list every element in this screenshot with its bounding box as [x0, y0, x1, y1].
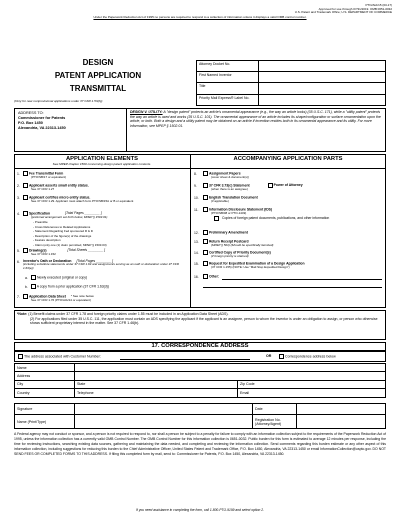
- spec-list-item: - Claim (only one (1) claim permitted, MPEP § 1503.03): [33, 242, 107, 247]
- ids-item: [203, 207, 272, 216]
- small-entity-item: [23, 183, 89, 192]
- state-label: State: [75, 380, 238, 388]
- item-sub: See 37 CFR 1.29. Applicant must attach form PTO/SB/15A or B or equivalent: [31, 199, 134, 203]
- paperwork-notice: Under the Paperwork Reduction Act of 1995 no persons are required to respond to a collection of information unless it displays a valid OMB control number.: [93, 14, 307, 19]
- item-label: Applicant asserts small entity status.: [28, 183, 89, 188]
- oath-a-label: Newly executed (original or copy): [36, 275, 88, 280]
- item-number: 11.: [194, 208, 199, 212]
- fee-transmittal-checkbox[interactable]: [23, 171, 28, 176]
- item-sub: (cover sheet & document(s)): [211, 175, 249, 179]
- correspondence-table: [14, 363, 386, 398]
- item-sub: See 37 CFR 1.76 (PTO/AIA/14 or equivalent): [31, 298, 91, 302]
- address-input[interactable]: [75, 372, 386, 380]
- oath-copy-checkbox[interactable]: [31, 284, 36, 289]
- item-label: Specification: [28, 211, 51, 216]
- address-line2: P.O. Box 1450: [18, 121, 43, 125]
- expedited-item: [203, 261, 385, 270]
- date-label: Date: [253, 404, 297, 415]
- city-label: City: [15, 380, 75, 388]
- item-sub: (when there is an assignee): [211, 187, 248, 191]
- title-line3: TRANSMITTAL: [69, 84, 127, 93]
- spec-arrangement-list: [33, 220, 107, 247]
- spec-list-item: - Description of the figure(s) of the drawings: [33, 233, 92, 238]
- field-label: Priority Mail Express® Label No.: [197, 94, 259, 105]
- item-label: Preliminary Amendment: [208, 230, 248, 235]
- omb-approval: Approved for use through 07/31/2019. OMB 0651-0032: [318, 6, 392, 11]
- item-label: Application Data Sheet: [28, 294, 66, 299]
- ids-copies-checkbox[interactable]: [214, 216, 219, 221]
- item-sub: (MPEP § 503) (Should be specifically itemized): [211, 243, 274, 247]
- item-number: 10.: [194, 196, 199, 200]
- item-label: Drawing(s): [28, 248, 47, 253]
- assignment-checkbox[interactable]: [203, 171, 208, 176]
- registration-input[interactable]: [297, 415, 386, 429]
- ids-checkbox[interactable]: [203, 207, 208, 212]
- item-sub: (PTO/SB/08 or PTO-1449): [211, 211, 247, 215]
- item-pages: [Total Sheets ________ ]: [67, 248, 106, 253]
- priority-copy-item: [203, 250, 271, 259]
- registration-label: Registration No. (Attorney/Agent): [253, 415, 297, 429]
- form-number: PTO/AIA/15 (03-17): [365, 3, 392, 7]
- signature-label: Signature: [15, 404, 75, 415]
- assignment-item: [203, 171, 249, 180]
- item-sub: (37 CFR 1.155) (NOTE: Use "Mail Stop Expedited Design"): [211, 265, 290, 269]
- item-label: Certified Copy of Priority Document(s): [208, 250, 271, 255]
- print-name-input[interactable]: [75, 415, 253, 429]
- first-inventor-input[interactable]: [259, 72, 386, 83]
- item-sub2: * See note below.: [70, 294, 95, 299]
- item-number: 9.: [194, 184, 197, 188]
- spec-list-item: - Preamble: [33, 220, 48, 224]
- oath-b-letter: b.: [25, 285, 28, 289]
- spec-list-item: - Statement Regarding Fed sponsored R & D: [33, 229, 93, 233]
- statement-checkbox[interactable]: [203, 183, 208, 188]
- other-input-line[interactable]: [203, 287, 382, 288]
- option2-label: Correspondence address below: [285, 354, 336, 359]
- other-item: [203, 274, 219, 279]
- note-text1: (1) Benefit claims under 37 CFR 1.78 and foreign priority claims under 1.55 must be included in an Application Data Sheet (ADS).: [28, 312, 229, 316]
- ids-copies-item: [214, 216, 364, 221]
- item-number: 4.: [17, 212, 20, 216]
- oath-b-label: A copy from a prior application (37 CFR 1.63(d)): [36, 284, 109, 289]
- dvu-heading: DESIGN V. UTILITY:: [130, 110, 163, 114]
- drawings-checkbox[interactable]: [23, 248, 28, 253]
- item-number: 14.: [194, 251, 199, 255]
- dvu-text: A "design patent" protects an article's ornamental appearance (e.g., the way an article looks) (35 U.S.C. 171), while a "utility patent" protects the way an article is used and works (35 U.S.C. 101). The ornamental appearance of an article includes its shape/configuration or surface ornamentation upon the article, or both. Both a design and a utility patent may be obtained on an article if invention resides both in its ornamental appearance and its utility. For more information, see MPEP § 1502.01.: [130, 110, 381, 129]
- preliminary-amendment-item: [203, 230, 248, 235]
- item-label: Request for Expedited Examination of a Design Application: [208, 261, 305, 266]
- zip-label: Zip Code: [238, 380, 386, 388]
- item-pages: [Total Pages ________ ]: [65, 211, 102, 216]
- statement-item: [203, 183, 383, 192]
- title-note: (Only for new nonprovisional applications under 37 CFR 1.53(b)): [14, 99, 103, 103]
- specification-checkbox[interactable]: [23, 211, 28, 216]
- item-sub: (if foreign priority is claimed): [211, 254, 249, 258]
- footer-help: If you need assistance in completing the form, call 1-800-PTO-9199 and select option 2.: [135, 508, 265, 512]
- field-label: First Named Inventor: [197, 72, 259, 83]
- item-label: Information Disclosure Statement (IDS): [208, 207, 273, 212]
- item-label: Inventor's Oath or Declaration: [23, 259, 72, 263]
- correspondence-heading: 17. CORRESPONDENCE ADDRESS: [151, 343, 249, 349]
- note: [17, 312, 383, 326]
- fee-transmittal-item: [23, 171, 66, 180]
- drawings-item: [23, 248, 188, 257]
- address: [18, 111, 66, 131]
- item-number: 1.: [17, 172, 20, 176]
- agency: U.S. Patent and Trademark Office; U.S. DEPARTMENT OF COMMERCE: [294, 10, 392, 15]
- form-header: [295, 4, 392, 15]
- application-elements-subheading: See MPEP chapter 1500 concerning design patent application contents.: [52, 162, 152, 166]
- name-label: Name: [15, 364, 75, 372]
- spec-list-item: - Cross References to Related Applications: [33, 224, 91, 229]
- ids-copies-label: Copies of foreign patent documents, publications, and other information: [222, 216, 330, 220]
- design-vs-utility: [130, 110, 383, 129]
- item-sub: (PTO/SB/17 or equivalent): [31, 175, 67, 179]
- small-entity-checkbox[interactable]: [23, 183, 28, 188]
- application-elements-heading: APPLICATION ELEMENTS: [65, 156, 139, 162]
- item-number: 6.: [17, 260, 20, 264]
- ads-item: [23, 294, 188, 303]
- postcard-checkbox[interactable]: [203, 239, 208, 244]
- email-label: Email: [238, 389, 386, 397]
- customer-number-option: [18, 354, 101, 359]
- address-line3: Alexandria, VA 22313-1450: [18, 126, 66, 130]
- micro-entity-item: [23, 195, 188, 204]
- or-label: OR: [266, 354, 272, 358]
- translation-item: [203, 195, 258, 204]
- oath-a-letter: a.: [25, 276, 28, 280]
- title-input[interactable]: [259, 83, 386, 94]
- postcard-item: [203, 239, 273, 248]
- accompanying-parts-heading: ACCOMPANYING APPLICATION PARTS: [233, 156, 343, 162]
- item-number: 7.: [17, 295, 20, 299]
- name-input[interactable]: [75, 364, 386, 372]
- micro-entity-checkbox[interactable]: [23, 195, 28, 200]
- oath-b-item: [31, 284, 109, 289]
- note-text2: (2) For applications filed under 35 U.S.C. 111, the application must contain an ADS specifying the applicant if the applicant is an assignee, person to whom the inventor is under an obligation to assign, or person who otherwise shows sufficient proprietary interest in the matter. See 37 CFR 1.46(b).: [30, 316, 378, 326]
- address-line1: Commissioner for Patents: [18, 116, 66, 120]
- item-number: 8.: [194, 172, 197, 176]
- ads-checkbox[interactable]: [23, 294, 28, 299]
- other-checkbox[interactable]: [203, 274, 208, 279]
- item-sub: (if applicable): [211, 199, 229, 203]
- item-label: Applicant certifies micro entity status.: [28, 195, 91, 200]
- address-label: Address: [15, 372, 75, 380]
- item-number: 3.: [17, 196, 20, 200]
- power-of-attorney-checkbox[interactable]: [268, 183, 273, 188]
- field-label: Attorney Docket No.: [197, 61, 259, 72]
- item-label: 37 CFR 3.73(c) Statement: [208, 183, 250, 188]
- address-below-option: [279, 354, 336, 359]
- priority-copy-checkbox[interactable]: [203, 250, 208, 255]
- translation-checkbox[interactable]: [203, 195, 208, 200]
- customer-number-input[interactable]: [120, 359, 250, 360]
- header-fields: [196, 60, 386, 106]
- specification-item: [23, 211, 188, 220]
- expedited-checkbox[interactable]: [203, 261, 208, 266]
- item-number: 15.: [194, 262, 199, 266]
- item-sub: See 37 CFR 1.152: [31, 252, 56, 256]
- spec-list-item: - Feature description: [33, 238, 61, 242]
- date-input[interactable]: [297, 404, 386, 415]
- item-label: Return Receipt Postcard: [208, 239, 249, 244]
- item-sub: (preferred arrangement set forth below, MPEP § 1503.01): [31, 215, 108, 219]
- oath-new-checkbox[interactable]: [31, 275, 36, 280]
- power-of-attorney-label: Power of Attorney: [273, 183, 303, 188]
- item-number: 13.: [194, 240, 199, 244]
- item-number: 2.: [17, 184, 20, 188]
- preliminary-amendment-checkbox[interactable]: [203, 230, 208, 235]
- label-no-input[interactable]: [259, 94, 386, 105]
- signature-input[interactable]: [75, 404, 253, 415]
- attorney-docket-input[interactable]: [259, 61, 386, 72]
- oath-a-item: [31, 275, 87, 280]
- option1-label: The address associated with Customer Number:: [23, 354, 101, 359]
- field-label: Title: [197, 83, 259, 94]
- item-label: Other:: [208, 274, 220, 279]
- item-sub: (including substitute statements under 37 CFR 1.64 and assignments serving as an oath or declaration under 37 CFR 1.63(e)): [23, 262, 179, 270]
- item-label: Assignment Papers: [208, 171, 241, 176]
- customer-number-checkbox[interactable]: [18, 354, 23, 359]
- item-number: 5.: [17, 249, 20, 253]
- item-label: English Translation Document: [208, 195, 258, 200]
- country-label: Country: [15, 389, 75, 397]
- signature-table: [14, 403, 386, 429]
- item-number: 16.: [194, 275, 199, 279]
- address-below-checkbox[interactable]: [279, 354, 284, 359]
- print-name-label: Name (Print/Type): [15, 415, 75, 429]
- item-label: Fee Transmittal Form: [28, 171, 64, 176]
- oath-item: [23, 259, 188, 270]
- note-label: *Note:: [17, 312, 28, 316]
- address-label: ADDRESS TO:: [18, 111, 44, 115]
- title-line2: PATENT APPLICATION: [54, 71, 142, 80]
- footer-burden: A Federal agency may not conduct or sponsor, and a person is not required to respond to, nor shall a person be subject to a penalty for failure to comply with an information collection subject to the requirements of the Paperwork Reduction Act of 1995, unless the information collection has a currently valid OMB Control Number. The OMB Control Number for this information collection is 0651-0032. Public burden for this form is estimated to average 12 minutes per response, including the time for reviewing instructions, searching existing data sources, gathering and maintaining the data needed, and completing and reviewing the information collection. Send comments regarding this burden estimate or any other aspect of this information collection, including suggestions for reducing this burden to the Chief Administrative Officer, United States Patent and Trademark Office, P.O. Box 1450, Alexandria, VA 22313-1450 or email InformationCollection@uspto.gov. DO NOT SEND FEES OR COMPLETED FORMS TO THIS ADDRESS. If filing this completed form by mail, send to: Commissioner for Patents, P.O. Box 1450, Alexandria, VA 22313-1450.: [14, 432, 386, 456]
- item-sub: See 37 CFR 1.27: [31, 187, 55, 191]
- title-line1: DESIGN: [82, 58, 114, 67]
- other-input-line[interactable]: [222, 279, 382, 280]
- item-pages: [Total Pages ________ ]: [76, 259, 114, 263]
- telephone-label: Telephone: [75, 389, 238, 397]
- item-number: 12.: [194, 231, 199, 235]
